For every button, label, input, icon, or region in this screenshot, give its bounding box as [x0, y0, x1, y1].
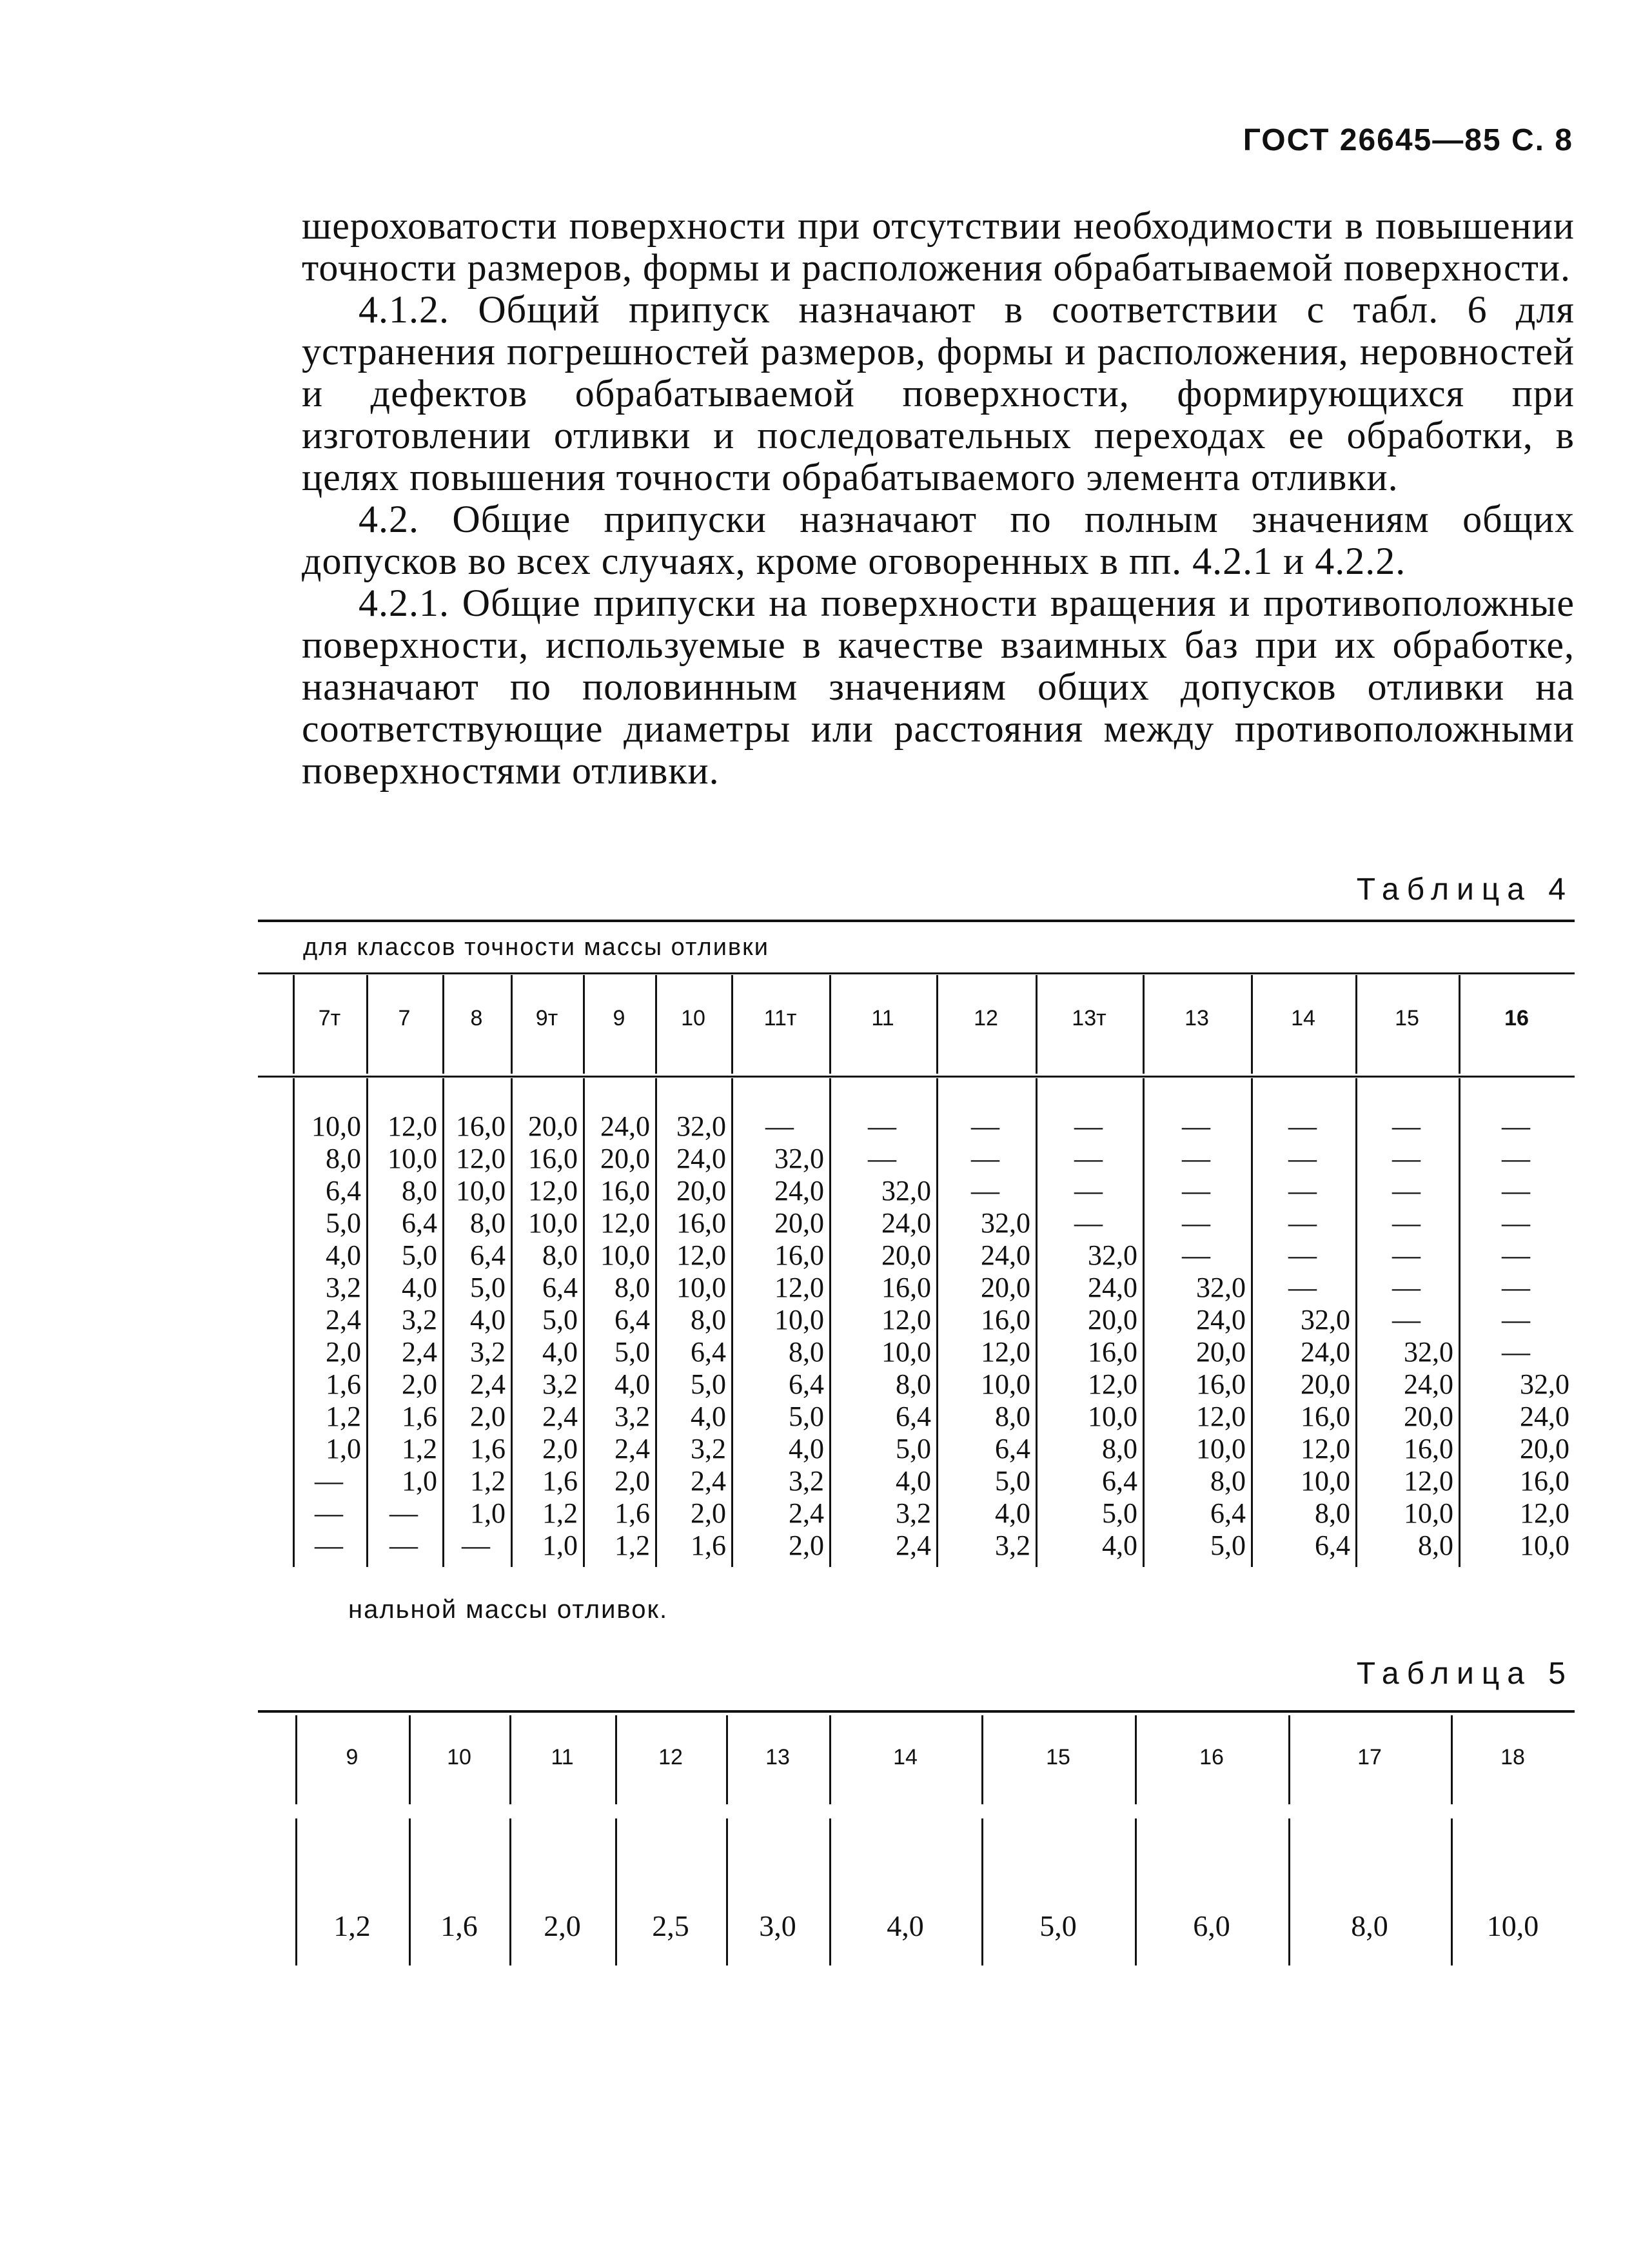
table5-column-divider: [1451, 1818, 1453, 1966]
table4-cell: 2,0: [470, 1401, 506, 1432]
table4-cell: 2,4: [402, 1336, 437, 1368]
paragraph: 4.1.2. Общий припуск назначают в соответствии с табл. 6 для устранения погрешностей размеров, формы и расположения, неровностей и дефектов обрабатываемой поверхности, формирующихся при изготовлении отливки и последовательных переходах ее обработки, в целях повышения точности обрабатываемого элемента отливки.: [302, 288, 1575, 498]
table4-cell: 2,4: [615, 1433, 650, 1464]
table4-cell: 6,4: [1102, 1465, 1137, 1497]
table4-cell: —: [1182, 1143, 1210, 1174]
table4-cell: 5,0: [1210, 1530, 1246, 1561]
table5-column-header: 14: [893, 1745, 918, 1769]
table4-cell: —: [868, 1110, 896, 1142]
table4-cell: 16,0: [528, 1143, 578, 1174]
table4-cell: 12,0: [981, 1336, 1030, 1368]
table4-cell: —: [1392, 1143, 1421, 1174]
table4-cell: 3,2: [789, 1465, 824, 1497]
table4-cell: 24,0: [1196, 1304, 1246, 1335]
table4-cell: 6,4: [896, 1401, 931, 1432]
table4-cell: 32,0: [1520, 1368, 1569, 1400]
table5-cell: 2,5: [652, 1909, 689, 1942]
table4-cell: 4,0: [691, 1401, 726, 1432]
table4-column-divider: [829, 1078, 831, 1567]
table4-cell: —: [389, 1497, 418, 1529]
table4-cell: —: [1392, 1304, 1421, 1335]
table4-cell: 3,2: [615, 1401, 650, 1432]
table4-cell: —: [1392, 1110, 1421, 1142]
table4-cell: —: [1288, 1207, 1317, 1239]
table4-cell: 12,0: [1088, 1368, 1137, 1400]
table5-column-header: 12: [658, 1745, 683, 1769]
table4-cell: 16,0: [1196, 1368, 1246, 1400]
table5-column-divider: [509, 1818, 511, 1966]
table4-cell: 12,0: [600, 1207, 650, 1239]
table4-column-divider: [293, 975, 295, 1074]
table5-column-divider: [509, 1715, 511, 1804]
table5-column-divider: [726, 1818, 728, 1966]
table4-cell: 4,0: [326, 1239, 361, 1271]
table4-cell: 2,0: [326, 1336, 361, 1368]
table4-cell: 3,2: [326, 1272, 361, 1303]
table5-cell: 1,2: [333, 1909, 371, 1942]
table4-cell: —: [1392, 1239, 1421, 1271]
table5-column-divider: [1288, 1818, 1290, 1966]
table5-column-divider: [1288, 1715, 1290, 1804]
table4-subheader: для классов точности массы отливки: [303, 934, 769, 961]
paragraph: 4.2. Общие припуски назначают по полным значениям общих допусков во всех случаях, кроме оговоренных в пп. 4.2.1 и 4.2.2.: [302, 498, 1575, 582]
table4-column-header: 11: [871, 1006, 894, 1030]
table4-cell: 2,0: [615, 1465, 650, 1497]
table4-cell: 20,0: [600, 1143, 650, 1174]
table4-column-header: 14: [1291, 1006, 1315, 1030]
table5-column-divider: [409, 1818, 411, 1966]
page-header: ГОСТ 26645—85 С. 8: [1243, 123, 1573, 157]
table4-cell: —: [1074, 1110, 1103, 1142]
table4-cell: 20,0: [1301, 1368, 1350, 1400]
table4-cell: 32,0: [774, 1143, 824, 1174]
table4-cell: 32,0: [1088, 1239, 1137, 1271]
table5-column-divider: [615, 1818, 617, 1966]
table4-cell: —: [315, 1465, 343, 1497]
table5-cell: 4,0: [887, 1909, 924, 1942]
table4-cell: 32,0: [676, 1110, 726, 1142]
table4-column-header: 9т: [535, 1006, 558, 1030]
table4-cell: 10,0: [1404, 1497, 1453, 1529]
table4-cell: 3,2: [691, 1433, 726, 1464]
table4-cell: —: [315, 1530, 343, 1561]
table4-cell: 6,4: [326, 1175, 361, 1207]
table4-cell: 6,4: [1210, 1497, 1246, 1529]
table4-cell: 10,0: [1301, 1465, 1350, 1497]
table4-cell: 1,0: [542, 1530, 578, 1561]
table4-cell: 1,2: [542, 1497, 578, 1529]
table5-column-divider: [409, 1715, 411, 1804]
table4-cell: —: [1502, 1143, 1530, 1174]
table4-cell: 1,2: [470, 1465, 506, 1497]
table4-column-divider: [1143, 1078, 1145, 1567]
table5-column-divider: [726, 1715, 728, 1804]
table4-cell: 5,0: [1102, 1497, 1137, 1529]
table4-cell: —: [971, 1143, 999, 1174]
table5-column-divider: [1135, 1818, 1137, 1966]
table4-cell: —: [868, 1143, 896, 1174]
table4-cell: 8,0: [789, 1336, 824, 1368]
table4-cell: —: [462, 1530, 490, 1561]
table4-cell: 3,2: [542, 1368, 578, 1400]
table4-cell: 5,0: [470, 1272, 506, 1303]
note-text: нальной массы отливок.: [348, 1595, 669, 1624]
table4-cell: 2,0: [402, 1368, 437, 1400]
table4-column-divider: [1459, 1078, 1460, 1567]
table4-cell: 10,0: [1088, 1401, 1137, 1432]
table5-column-header: 11: [551, 1745, 574, 1769]
table4-cell: 10,0: [881, 1336, 931, 1368]
table5-cell: 10,0: [1486, 1909, 1539, 1942]
table4-cell: —: [315, 1497, 343, 1529]
table4-cell: 16,0: [600, 1175, 650, 1207]
table4-cell: —: [1074, 1207, 1103, 1239]
table4-cell: 8,0: [402, 1175, 437, 1207]
table4-cell: 16,0: [676, 1207, 726, 1239]
table4-column-divider: [1036, 975, 1037, 1074]
table4-cell: 5,0: [615, 1336, 650, 1368]
table4-cell: 4,0: [470, 1304, 506, 1335]
table4-cell: 8,0: [326, 1143, 361, 1174]
table4-column-header: 7т: [318, 1006, 341, 1030]
table4-cell: —: [1502, 1336, 1530, 1368]
table4-cell: 1,6: [542, 1465, 578, 1497]
table4-column-divider: [731, 1078, 733, 1567]
table4-column-divider: [442, 1078, 444, 1567]
table4-column-divider: [442, 975, 444, 1074]
table4-column-divider: [1143, 975, 1145, 1074]
table4-column-header: 16: [1504, 1006, 1529, 1030]
table4-column-header: 13т: [1072, 1006, 1106, 1030]
table4-cell: 20,0: [676, 1175, 726, 1207]
table4-column-divider: [936, 1078, 938, 1567]
table4-cell: 20,0: [528, 1110, 578, 1142]
table4-cell: —: [971, 1175, 999, 1207]
table4-column-divider: [293, 1078, 295, 1567]
table4-cell: 1,2: [615, 1530, 650, 1561]
table5-column-header: 9: [346, 1745, 359, 1769]
table4-cell: 1,6: [402, 1401, 437, 1432]
table4-cell: 1,2: [326, 1401, 361, 1432]
table4-cell: 4,0: [402, 1272, 437, 1303]
table4-cell: 1,6: [326, 1368, 361, 1400]
table5-caption: Таблица 5: [1356, 1657, 1573, 1691]
table4-column-header: 9: [613, 1006, 625, 1030]
table4-header-rule: [258, 1076, 1575, 1078]
table4-cell: 24,0: [1404, 1368, 1453, 1400]
table4-cell: —: [1074, 1175, 1103, 1207]
table4-cell: 5,0: [402, 1239, 437, 1271]
table5-column-header: 10: [447, 1745, 471, 1769]
table4-column-divider: [655, 975, 657, 1074]
table4-column-divider: [366, 975, 368, 1074]
table4-cell: —: [1392, 1272, 1421, 1303]
table5-column-divider: [829, 1818, 831, 1966]
table4-cell: 20,0: [881, 1239, 931, 1271]
table4-cell: 12,0: [881, 1304, 931, 1335]
table4-cell: 8,0: [542, 1239, 578, 1271]
table4-cell: 12,0: [388, 1110, 437, 1142]
table4-cell: 10,0: [1196, 1433, 1246, 1464]
table4-cell: 8,0: [691, 1304, 726, 1335]
table4-column-header: 10: [681, 1006, 705, 1030]
table4-cell: 1,6: [691, 1530, 726, 1561]
table4-cell: 6,4: [615, 1304, 650, 1335]
table4-cell: 4,0: [789, 1433, 824, 1464]
table4-column-header: 15: [1395, 1006, 1419, 1030]
table4-cell: 2,4: [326, 1304, 361, 1335]
table4-cell: 8,0: [470, 1207, 506, 1239]
table4-cell: 16,0: [1404, 1433, 1453, 1464]
table4-cell: —: [389, 1530, 418, 1561]
table4-cell: 1,2: [402, 1433, 437, 1464]
table4-cell: 3,2: [896, 1497, 931, 1529]
table4-cell: —: [1074, 1143, 1103, 1174]
table4-cell: 3,2: [995, 1530, 1030, 1561]
table4-cell: 6,4: [1315, 1530, 1350, 1561]
table4-cell: 1,0: [326, 1433, 361, 1464]
table4-cell: 12,0: [456, 1143, 506, 1174]
table4-cell: 10,0: [311, 1110, 361, 1142]
table4-cell: 1,0: [402, 1465, 437, 1497]
table4-cell: —: [1392, 1207, 1421, 1239]
table4-cell: 20,0: [1088, 1304, 1137, 1335]
table4-cell: —: [1288, 1175, 1317, 1207]
table4-cell: 32,0: [981, 1207, 1030, 1239]
table4-cell: —: [971, 1110, 999, 1142]
table4-cell: 12,0: [1404, 1465, 1453, 1497]
table4-cell: 16,0: [1301, 1401, 1350, 1432]
paragraph: 4.2.1. Общие припуски на поверхности вращения и противоположные поверхности, используемые в качестве взаимных баз при их обработке, назначают по половинным значениям общих допусков отливки на соответствующие диаметры или расстояния между противоположными поверхностями отливки.: [302, 582, 1575, 792]
table5-column-divider: [981, 1818, 983, 1966]
table4-column-header: 11т: [763, 1006, 797, 1030]
table4-cell: 24,0: [881, 1207, 931, 1239]
table5-cell: 3,0: [759, 1909, 796, 1942]
table4-cell: —: [1502, 1110, 1530, 1142]
table4-cell: —: [765, 1110, 794, 1142]
table4-cell: —: [1182, 1175, 1210, 1207]
table4-cell: 4,0: [615, 1368, 650, 1400]
table4-cell: 24,0: [1088, 1272, 1137, 1303]
table4-cell: 1,0: [470, 1497, 506, 1529]
table4-column-divider: [731, 975, 733, 1074]
table4-cell: 5,0: [995, 1465, 1030, 1497]
table5-cell: 8,0: [1351, 1909, 1388, 1942]
table5-column-header: 15: [1046, 1745, 1070, 1769]
table4-cell: 2,0: [691, 1497, 726, 1529]
table4-cell: 24,0: [1301, 1336, 1350, 1368]
table4-cell: 5,0: [542, 1304, 578, 1335]
table4-cell: 32,0: [1404, 1336, 1453, 1368]
table4-cell: 2,4: [542, 1401, 578, 1432]
table5-column-divider: [981, 1715, 983, 1804]
table4-cell: 2,0: [789, 1530, 824, 1561]
table4-column-divider: [583, 975, 585, 1074]
table4-cell: —: [1288, 1239, 1317, 1271]
table4-column-divider: [1355, 975, 1357, 1074]
table5-cell: 1,6: [440, 1909, 478, 1942]
table4-column-divider: [583, 1078, 585, 1567]
table4-cell: 4,0: [542, 1336, 578, 1368]
table4-column-divider: [1459, 975, 1460, 1074]
table4-top-rule: [258, 920, 1575, 922]
body-text: [302, 205, 1575, 792]
table4-column-divider: [1251, 1078, 1253, 1567]
table4-cell: 24,0: [676, 1143, 726, 1174]
table5-column-divider: [295, 1818, 297, 1966]
table5-column-header: 13: [765, 1745, 790, 1769]
table4-cell: 2,4: [470, 1368, 506, 1400]
table4-cell: 3,2: [470, 1336, 506, 1368]
table4-cell: 12,0: [1301, 1433, 1350, 1464]
table4-cell: —: [1502, 1304, 1530, 1335]
table4-cell: 20,0: [1404, 1401, 1453, 1432]
table4-cell: 4,0: [1102, 1530, 1137, 1561]
table4-cell: 4,0: [995, 1497, 1030, 1529]
table5-cell: 6,0: [1193, 1909, 1230, 1942]
table5-column-header: 16: [1199, 1745, 1224, 1769]
table4-cell: 24,0: [600, 1110, 650, 1142]
table4-cell: —: [1182, 1110, 1210, 1142]
table4-cell: 16,0: [1088, 1336, 1137, 1368]
table5-column-divider: [615, 1715, 617, 1804]
table4-cell: —: [1182, 1239, 1210, 1271]
table5-column-divider: [1135, 1715, 1137, 1804]
table4-cell: 10,0: [388, 1143, 437, 1174]
table4-caption: Таблица 4: [1356, 872, 1573, 907]
table4-column-divider: [366, 1078, 368, 1567]
table5-column-divider: [829, 1715, 831, 1804]
table4-cell: 10,0: [1520, 1530, 1569, 1561]
table4-cell: —: [1502, 1207, 1530, 1239]
table4-cell: 1,6: [470, 1433, 506, 1464]
table4-cell: 24,0: [1520, 1401, 1569, 1432]
table4-cell: 20,0: [1520, 1433, 1569, 1464]
table5-cell: 5,0: [1039, 1909, 1077, 1942]
table4-cell: —: [1502, 1239, 1530, 1271]
paragraph: шероховатости поверхности при отсутствии необходимости в повышении точности размеров, формы и расположения обрабатываемой поверхности.: [302, 204, 1575, 289]
table4-cell: 16,0: [981, 1304, 1030, 1335]
table4-cell: 24,0: [981, 1239, 1030, 1271]
table4-column-header: 13: [1185, 1006, 1209, 1030]
table4-cell: 10,0: [676, 1272, 726, 1303]
table4-cell: 32,0: [881, 1175, 931, 1207]
table4-cell: 5,0: [896, 1433, 931, 1464]
table4-cell: 5,0: [326, 1207, 361, 1239]
table4-column-divider: [829, 975, 831, 1074]
table4-cell: 8,0: [1102, 1433, 1137, 1464]
table4-cell: —: [1502, 1175, 1530, 1207]
table4-cell: 6,4: [789, 1368, 824, 1400]
table4-cell: 24,0: [774, 1175, 824, 1207]
table4-cell: 6,4: [470, 1239, 506, 1271]
table4-column-divider: [511, 1078, 513, 1567]
table4-cell: 2,0: [542, 1433, 578, 1464]
table4-cell: 2,4: [896, 1530, 931, 1561]
table4-cell: —: [1288, 1110, 1317, 1142]
table4-cell: —: [1392, 1175, 1421, 1207]
table4-cell: 12,0: [774, 1272, 824, 1303]
table4-cell: 3,2: [402, 1304, 437, 1335]
table4-cell: 12,0: [528, 1175, 578, 1207]
table5-top-rule: [258, 1710, 1575, 1713]
table4-cell: 5,0: [691, 1368, 726, 1400]
table4-cell: 10,0: [981, 1368, 1030, 1400]
table4-cell: 1,6: [615, 1497, 650, 1529]
table4-cell: 6,4: [995, 1433, 1030, 1464]
table4-cell: —: [1182, 1207, 1210, 1239]
table4-column-header: 8: [470, 1006, 483, 1030]
table4-cell: 6,4: [691, 1336, 726, 1368]
table4-cell: 10,0: [600, 1239, 650, 1271]
table4-cell: 12,0: [1520, 1497, 1569, 1529]
table4-column-divider: [1355, 1078, 1357, 1567]
table4-subheader-rule: [258, 972, 1575, 974]
table4-cell: 20,0: [1196, 1336, 1246, 1368]
table4-cell: 10,0: [528, 1207, 578, 1239]
table4-cell: 16,0: [881, 1272, 931, 1303]
table4-cell: 8,0: [615, 1272, 650, 1303]
table4-cell: 10,0: [456, 1175, 506, 1207]
table4-cell: 20,0: [981, 1272, 1030, 1303]
table5-column-header: 18: [1500, 1745, 1525, 1769]
table4-column-divider: [1036, 1078, 1037, 1567]
table4-cell: 16,0: [774, 1239, 824, 1271]
table4-cell: 20,0: [774, 1207, 824, 1239]
table4-cell: 8,0: [896, 1368, 931, 1400]
table4-column-header: 12: [974, 1006, 998, 1030]
table4-cell: 2,4: [789, 1497, 824, 1529]
table4-cell: 8,0: [995, 1401, 1030, 1432]
table4-cell: 6,4: [402, 1207, 437, 1239]
table4-cell: 32,0: [1301, 1304, 1350, 1335]
table4-cell: 2,4: [691, 1465, 726, 1497]
table5-column-header: 17: [1357, 1745, 1382, 1769]
table4-cell: 10,0: [774, 1304, 824, 1335]
table4-cell: 8,0: [1418, 1530, 1453, 1561]
table4-column-divider: [655, 1078, 657, 1567]
table4-cell: 5,0: [789, 1401, 824, 1432]
table5-column-divider: [295, 1715, 297, 1804]
table4-column-header: 7: [398, 1006, 411, 1030]
table4-cell: 16,0: [1520, 1465, 1569, 1497]
table4-cell: —: [1288, 1272, 1317, 1303]
table4-cell: 16,0: [456, 1110, 506, 1142]
table4-cell: 4,0: [896, 1465, 931, 1497]
table4-cell: 8,0: [1315, 1497, 1350, 1529]
table4-cell: 12,0: [676, 1239, 726, 1271]
table4-cell: 12,0: [1196, 1401, 1246, 1432]
table5-column-divider: [1451, 1715, 1453, 1804]
table4-cell: —: [1502, 1272, 1530, 1303]
table4-cell: —: [1288, 1143, 1317, 1174]
table4-column-divider: [1251, 975, 1253, 1074]
table4-cell: 8,0: [1210, 1465, 1246, 1497]
table5-cell: 2,0: [544, 1909, 581, 1942]
table4-cell: 32,0: [1196, 1272, 1246, 1303]
table4-column-divider: [511, 975, 513, 1074]
table4-cell: 6,4: [542, 1272, 578, 1303]
table4-column-divider: [936, 975, 938, 1074]
